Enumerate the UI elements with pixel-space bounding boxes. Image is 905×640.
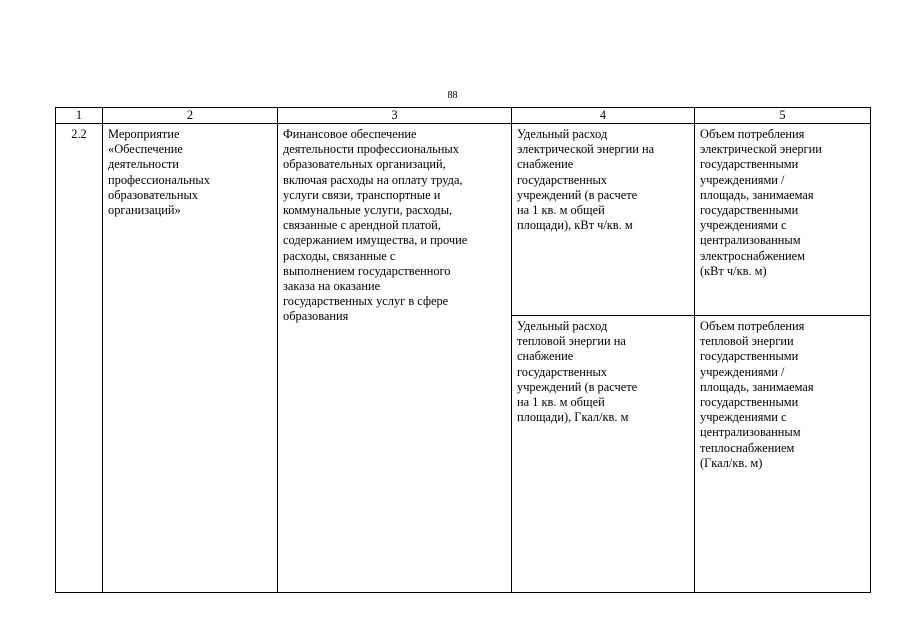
indicator-formula-cell bbox=[695, 316, 871, 593]
row-number-cell bbox=[56, 124, 103, 593]
indicator-name-cell bbox=[512, 124, 695, 316]
page-number: 88 bbox=[447, 90, 458, 101]
indicator-formula-cell bbox=[695, 124, 871, 316]
column-header-1: 1 bbox=[56, 108, 103, 124]
column-header-5: 5 bbox=[695, 108, 871, 124]
indicator-formula-electricity: Объем потребления электрической энергии государственными учреждениями / площадь, занимаемая государственными учреждениями с централизованным электроснабжением (кВт ч/кв. м) bbox=[700, 127, 822, 278]
event-cell bbox=[103, 124, 278, 593]
description-cell bbox=[278, 124, 512, 593]
event-text: Мероприятие «Обеспечение деятельности профессиональных образовательных организаций» bbox=[108, 127, 210, 218]
indicator-name-cell bbox=[512, 316, 695, 593]
indicator-formula-heat: Объем потребления тепловой энергии государственными учреждениями / площадь, занимаемая государственными учреждениями с централизованным теплоснабжением (Гкал/кв. м) bbox=[700, 319, 814, 470]
indicator-table bbox=[55, 107, 871, 593]
indicator-name-heat: Удельный расход тепловой энергии на снабжение государственных учреждений (в расчете на 1 кв. м общей площади), Гкал/кв. м bbox=[517, 319, 638, 425]
table-row bbox=[56, 124, 871, 316]
row-number: 2.2 bbox=[71, 127, 87, 141]
column-header-3: 3 bbox=[278, 108, 512, 124]
header-row bbox=[56, 108, 871, 124]
column-header-2: 2 bbox=[103, 108, 278, 124]
description-text: Финансовое обеспечение деятельности профессиональных образовательных организаций, включая расходы на оплату труда, услуги связи, транспортные и коммунальные услуги, расходы, связанные с арендной платой, содержанием имущества, и прочие расходы, связанные с выполнением государственного заказа на оказание государственных услуг в сфере образования bbox=[283, 127, 468, 324]
indicator-name-electricity: Удельный расход электрической энергии на снабжение государственных учреждений (в расчете на 1 кв. м общей площади), кВт ч/кв. м bbox=[517, 127, 655, 233]
column-header-4: 4 bbox=[512, 108, 695, 124]
